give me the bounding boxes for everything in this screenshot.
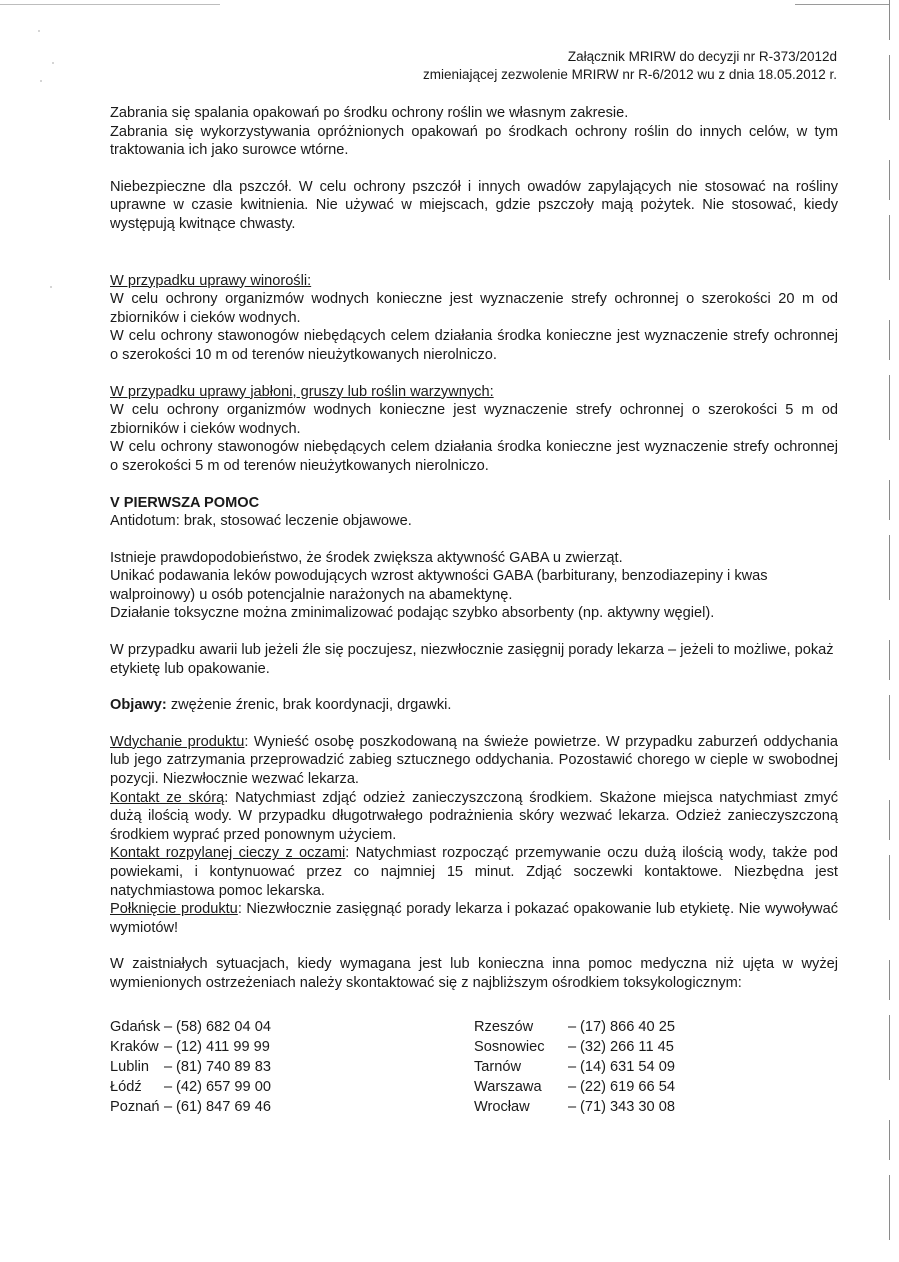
center-row: Tarnów – (14) 631 54 09 bbox=[474, 1058, 675, 1075]
center-phone: (32) 266 11 45 bbox=[580, 1038, 674, 1055]
center-city: Kraków bbox=[110, 1038, 159, 1055]
center-phone: (17) 866 40 25 bbox=[580, 1018, 675, 1035]
apple-paragraph-2: W celu ochrony stawonogów niebędących celem działania środka konieczne jest wyznaczenie strefy ochronnej o szerokości 5 m od terenów nieużytkowanych nierolniczo. bbox=[110, 439, 838, 474]
scan-speck bbox=[50, 286, 52, 288]
center-city: Lublin bbox=[110, 1058, 149, 1075]
first-aid-title: V PIERWSZA POMOC bbox=[110, 494, 260, 511]
center-phone: (22) 619 66 54 bbox=[580, 1078, 675, 1095]
gaba-line-1: Istnieje prawdopodobieństwo, że środek zwiększa aktywność GABA u zwierząt. bbox=[110, 549, 623, 566]
disposal-line-1: Zabrania się spalania opakowań po środku ochrony roślin we własnym zakresie. bbox=[110, 105, 629, 121]
document-header bbox=[423, 48, 837, 84]
center-phone: (58) 682 04 04 bbox=[176, 1018, 271, 1035]
scan-speck bbox=[40, 80, 42, 82]
swallow-text: : Niezwłocznie zasięgnąć porady lekarza i pokazać opakowanie lub etykietę. Nie wywoływać wymiotów! bbox=[110, 901, 838, 936]
eye-text: : Natychmiast rozpocząć przemywanie oczu dużą ilością wody, także pod powiekami, i kontynuować przez co najmniej 15 minut. Zdjąć soczewki kontaktowe. Niezbędna jest natychmiastowa pomoc lekarska. bbox=[110, 845, 838, 899]
symptoms-line bbox=[110, 696, 838, 715]
symptoms-label: Objawy: bbox=[110, 697, 167, 714]
inhalation-label: Wdychanie produktu bbox=[110, 733, 245, 750]
vine-paragraph-2: W celu ochrony stawonogów niebędących celem działania środka konieczne jest wyznaczenie strefy ochronnej o szerokości 10 m od terenów nieużytkowanych nierolniczo. bbox=[110, 328, 838, 363]
center-city: Tarnów bbox=[474, 1058, 522, 1075]
skin-label: Kontakt ze skórą bbox=[110, 789, 225, 806]
center-phone: (42) 657 99 00 bbox=[176, 1078, 271, 1095]
apple-paragraph-1: W celu ochrony organizmów wodnych konieczne jest wyznaczenie strefy ochronnej o szerokości 5 m od zbiorników i cieków wodnych. bbox=[110, 402, 838, 437]
scan-artifact-right-edge bbox=[889, 0, 890, 1262]
vine-heading: W przypadku uprawy winorośli: bbox=[110, 272, 312, 289]
centers-right-column bbox=[474, 1017, 838, 1117]
center-city: Łódź bbox=[110, 1078, 142, 1095]
bees-paragraph: Niebezpieczne dla pszczół. W celu ochrony pszczół i innych owadów zapylających nie stosować na rośliny uprawne w czasie kwitnienia. Nie używać w miejscach, gdzie pszczoły mają pożytek. Nie stosować, kiedy występują kwitnące chwasty. bbox=[110, 178, 838, 232]
center-city: Poznań bbox=[110, 1098, 160, 1115]
symptoms-text: zwężenie źrenic, brak koordynacji, drgawki. bbox=[166, 697, 452, 714]
center-city: Sosnowiec bbox=[474, 1038, 545, 1055]
header-line-1: Załącznik MRIRW do decyzji nr R-373/2012d bbox=[567, 49, 837, 64]
center-row: Łódź – (42) 657 99 00 bbox=[110, 1078, 271, 1095]
center-city: Warszawa bbox=[474, 1078, 542, 1095]
skin-paragraph bbox=[110, 789, 838, 845]
center-row: Wrocław – (71) 343 30 08 bbox=[474, 1098, 675, 1115]
vine-paragraph-1: W celu ochrony organizmów wodnych konieczne jest wyznaczenie strefy ochronnej o szerokości 20 m od zbiorników i cieków wodnych. bbox=[110, 291, 838, 326]
center-row: Lublin – (81) 740 89 83 bbox=[110, 1058, 271, 1075]
center-phone: (71) 343 30 08 bbox=[580, 1098, 675, 1115]
skin-text: : Natychmiast zdjąć odzież zanieczyszczoną środkiem. Skażone miejsca natychmiast zmyć dużą ilością wody. W przypadku długotrwałego podrażnienia skóry wezwać lekarza. Odzież zanieczyszczoną środkiem wyprać przed ponownym użyciem. bbox=[110, 789, 838, 843]
header-line-2: zmieniającej zezwolenie MRIRW nr R-6/2012 wu z dnia 18.05.2012 r. bbox=[423, 67, 837, 82]
inhalation-paragraph bbox=[110, 733, 838, 789]
gaba-line-3: Działanie toksyczne można zminimalizować podając szybko absorbenty (np. aktywny węgiel). bbox=[110, 605, 715, 622]
center-row: Sosnowiec – (32) 266 11 45 bbox=[474, 1038, 674, 1055]
scan-speck bbox=[52, 62, 54, 64]
center-phone: (61) 847 69 46 bbox=[176, 1098, 271, 1115]
center-row: Kraków – (12) 411 99 99 bbox=[110, 1038, 270, 1055]
eye-paragraph bbox=[110, 844, 838, 900]
swallow-paragraph bbox=[110, 900, 838, 937]
center-city: Wrocław bbox=[474, 1098, 530, 1115]
scan-artifact-top-left bbox=[0, 4, 220, 5]
scan-speck bbox=[38, 30, 40, 32]
centers-left-column bbox=[110, 1017, 474, 1117]
center-city: Gdańsk bbox=[110, 1018, 161, 1035]
disposal-line-2: Zabrania się wykorzystywania opróżnionych opakowań po środkach ochrony roślin do innych celów, w tym traktowania ich jako surowce wtórne. bbox=[110, 123, 838, 159]
center-phone: (14) 631 54 09 bbox=[580, 1058, 675, 1075]
doctor-paragraph: W przypadku awarii lub jeżeli źle się poczujesz, niezwłocznie zasięgnij porady lekarza – jeżeli to możliwe, pokaż etykietę lub opakowanie. bbox=[110, 642, 834, 677]
antidote-line: Antidotum: brak, stosować leczenie objawowe. bbox=[110, 513, 412, 530]
document-body bbox=[110, 104, 838, 1117]
toxicology-paragraph: W zaistniałych sytuacjach, kiedy wymagana jest lub konieczna inna pomoc medyczna niż ujęta w wyżej wymienionych ostrzeżeniach należy skontaktować się z najbliższym ośrodkiem toksykologicznym: bbox=[110, 956, 838, 991]
gaba-line-2: Unikać podawania leków powodujących wzrost aktywności GABA (barbiturany, benzodiazepiny i kwas walproinowy) u osób potencjalnie narażonych na abamektynę. bbox=[110, 568, 768, 603]
scan-artifact-top-right bbox=[795, 4, 890, 5]
swallow-label: Połknięcie produktu bbox=[110, 901, 238, 918]
apple-heading: W przypadku uprawy jabłoni, gruszy lub roślin warzywnych: bbox=[110, 383, 494, 400]
eye-label: Kontakt rozpylanej cieczy z oczami bbox=[110, 845, 346, 862]
center-row: Rzeszów – (17) 866 40 25 bbox=[474, 1018, 675, 1035]
center-phone: (12) 411 99 99 bbox=[176, 1038, 270, 1055]
center-phone: (81) 740 89 83 bbox=[176, 1058, 271, 1075]
center-row: Gdańsk – (58) 682 04 04 bbox=[110, 1018, 271, 1035]
center-city: Rzeszów bbox=[474, 1018, 534, 1035]
center-row: Warszawa – (22) 619 66 54 bbox=[474, 1078, 675, 1095]
toxicology-centers bbox=[110, 1017, 838, 1117]
center-row: Poznań – (61) 847 69 46 bbox=[110, 1098, 271, 1115]
inhalation-text: : Wynieść osobę poszkodowaną na świeże powietrze. W przypadku zaburzeń oddychania lub jego zatrzymania przeprowadzić zabieg sztucznego oddychania. Pozostawić chorego w cieple w swobodnej pozycji. Niezwłocznie wezwać lekarza. bbox=[110, 733, 838, 788]
